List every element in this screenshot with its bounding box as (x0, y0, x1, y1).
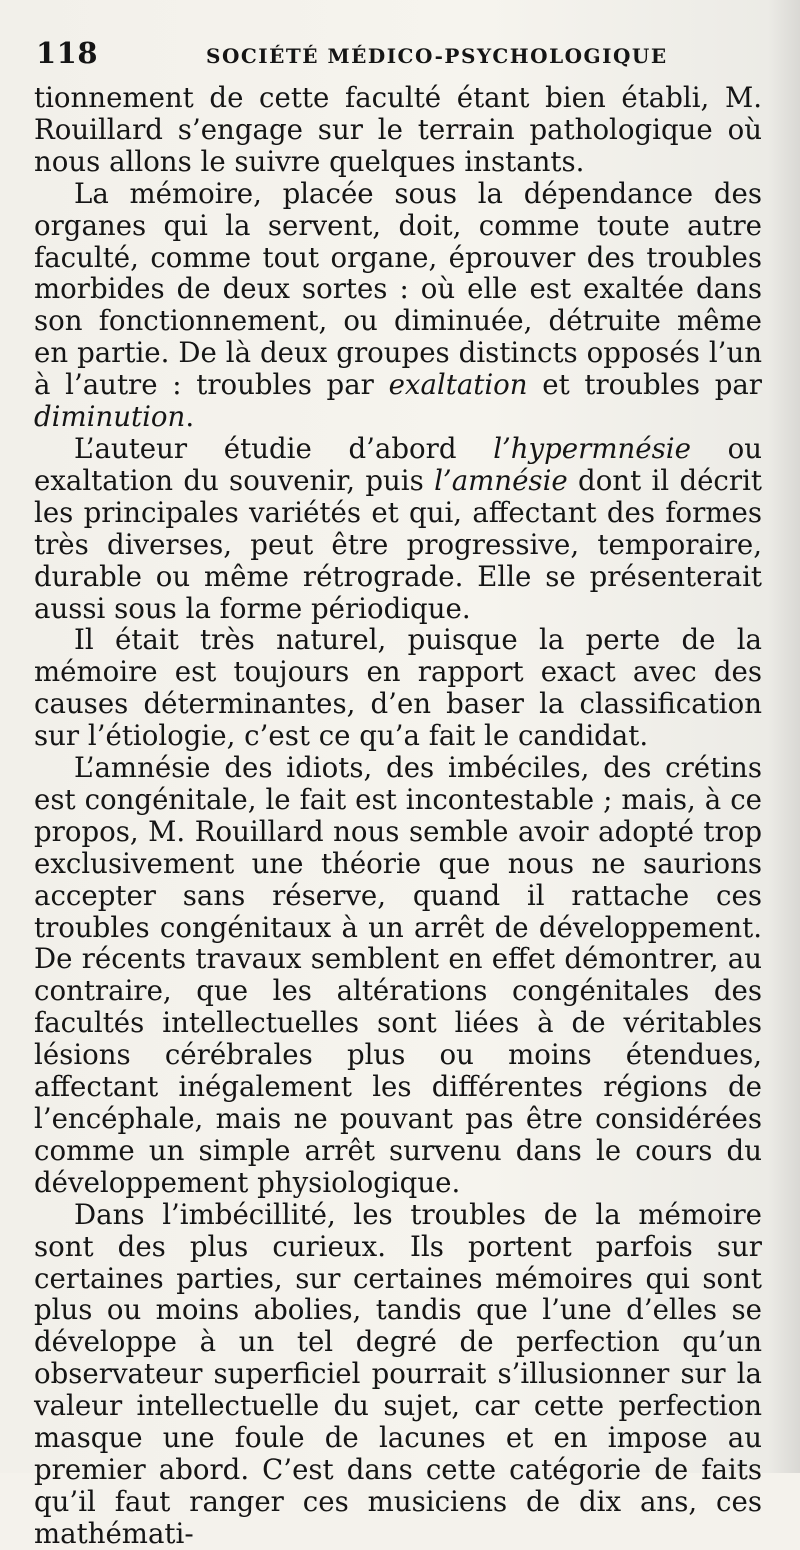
paragraph-imbecillite (34, 1199, 762, 1550)
text-run: L’amnésie des idiots, des imbéciles, des crétins est congénitale, le fait est incontestable ; mais, à ce propos, M. Rouillard nous semble avoir adopté trop exclusivement une théorie que nous ne saurions accepter sans réserve, quand il rattache ces troubles congénitaux à un arrêt de développement. De récents travaux semblent en effet démontrer, au contraire, que les altérations congénitales des facultés intellectuelles sont liées à de véritables lésions cérébrales plus ou moins étendues, affectant inégalement les différentes régions de l’encéphale, mais ne pouvant pas être considérées comme un simple arrêt survenu dans le cours du développement physiologique. (34, 751, 762, 1199)
running-title: SOCIÉTÉ MÉDICO-PSYCHOLOGIQUE (206, 44, 668, 68)
text-run: Dans l’imbécillité, les troubles de la mémoire sont des plus curieux. Ils portent parfois sur certaines parties, sur certaines mémoires qui sont plus ou moins abolies, tandis que l’une d’elles se développe à un tel degré de perfection qu’un observateur superficiel pourrait s’illusionner sur la valeur intellectuelle du sujet, car cette perfection masque une foule de lacunes et en impose au premier abord. C’est dans cette catégorie de faits qu’il faut ranger ces musiciens de dix ans, ces mathémati- (34, 1197, 762, 1550)
text-run: La mémoire, placée sous la dépendance des organes qui la servent, doit, comme toute autre faculté, comme tout organe, éprouver des troubles morbides de deux sortes : où elle est exaltée dans son fonctionnement, ou diminuée, détruite même en partie. De là deux groupes distincts opposés l’un à l’autre : troubles par (34, 176, 762, 402)
italic-term: l’amnésie (434, 463, 568, 497)
page-number: 118 (36, 36, 99, 70)
text-run: L’auteur étudie d’abord (74, 431, 494, 465)
text-run: ou exaltation du souvenir, puis (34, 431, 762, 497)
text-run: et troubles par (527, 368, 763, 402)
text-run: . (185, 400, 195, 434)
italic-term: diminution (34, 400, 186, 434)
page-header (36, 36, 756, 76)
paragraph-classification (34, 624, 762, 752)
text-run: tionnement de cette faculté étant bien établi, M. Rouillard s’engage sur le terrain pathologique où nous allons le suivre quelques instants. (34, 81, 762, 178)
italic-term: l’hypermnésie (493, 431, 691, 465)
paragraph-memoire (34, 178, 762, 433)
paragraph-continuation (34, 82, 762, 178)
text-run: Il était très naturel, puisque la perte de la mémoire est toujours en rapport exact avec des causes déterminantes, d’en baser la classification sur l’étiologie, c’est ce qu’a fait le candidat. (34, 623, 762, 753)
body-text (34, 82, 762, 1550)
paragraph-hypermnesie (34, 433, 762, 624)
text-run: dont il décrit les principales variétés et qui, affectant des formes très diverses, peut être progressive, temporaire, durable ou même rétrograde. Elle se présenterait aussi sous la forme périodique. (34, 463, 762, 625)
italic-term: exaltation (388, 368, 528, 402)
paragraph-amnesie-idiots (34, 752, 762, 1199)
